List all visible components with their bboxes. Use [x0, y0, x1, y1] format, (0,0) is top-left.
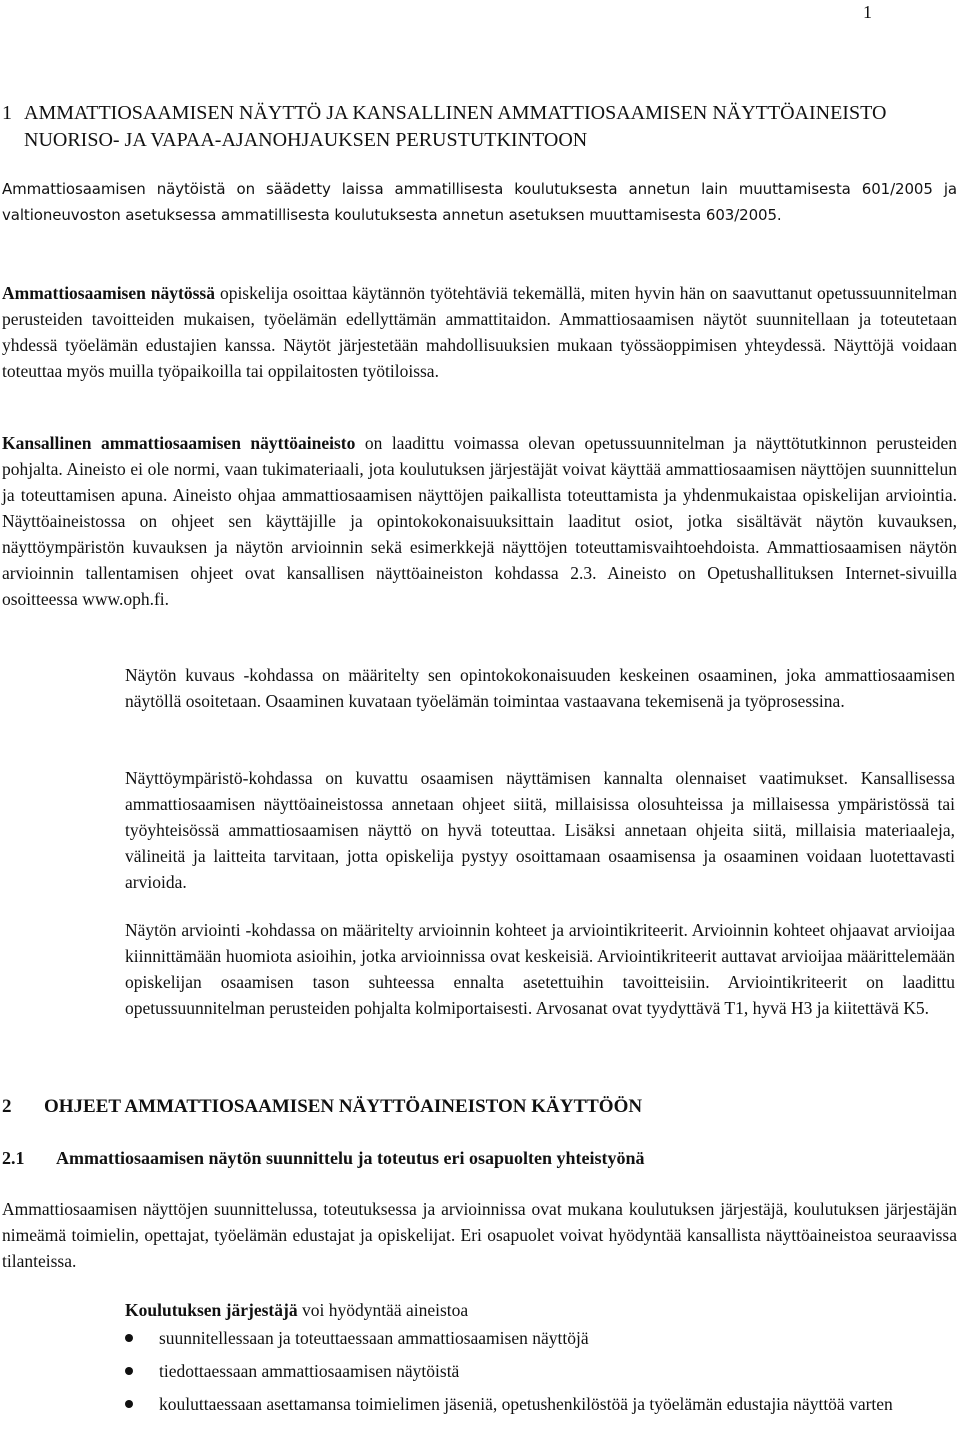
paragraph-national-material [2, 430, 957, 612]
list-item [125, 1391, 955, 1417]
paragraph-national-material-text: on laadittu voimassa olevan opetussuunnitelman ja näyttötutkinnon perusteiden pohjalta. Aineisto ei ole normi, vaan tukimateriaali, jota koulutuksen järjestäjät voivat käyttää ammattiosaamisen näyttöjen suunnittelun ja toteuttamisen apuna. Aineisto ohjaa ammattiosaamisen näyttöjen paikallista toteuttamista ja yhdenmukaistaa opiskelijan arviointia. Näyttöaineistossa on ohjeet sen käyttäjille ja opintokokonaisuuksittain laaditut osiot, jotka sisältävät näytön kuvauksen, näyttöympäristön kuvauksen ja näytön arvioinnin sekä esimerkkejä näyttöjen toteuttamisvaihtoehdoista. Ammattiosaamisen näytön arvioinnin tallentamisen ohjeet ovat kansallisen näyttöaineiston kohdassa 2.3. Aineisto on Opetushallituksen Internet-sivuilla osoitteessa www.oph.fi. [2, 433, 957, 609]
heading-1-text: AMMATTIOSAAMISEN NÄYTTÖ JA KANSALLINEN AMMATTIOSAAMISEN NÄYTTÖAINEISTO NUORISO- JA VAPAA-AJANOHJAUKSEN PERUSTUTKINTOON [24, 102, 887, 151]
page-number: 1 [863, 2, 872, 22]
heading-1-number: 1 [2, 102, 12, 124]
paragraph-demonstration [2, 280, 957, 384]
bullet-icon [125, 1334, 133, 1342]
list-item-text: tiedottaessaan ammattiosaamisen näytöistä [159, 1361, 460, 1381]
bullet-icon [125, 1400, 133, 1408]
paragraph-description: Näytön kuvaus -kohdassa on määritelty sen opintokokonaisuuden keskeinen osaaminen, joka ammattiosaamisen näytöllä osoitetaan. Osaaminen kuvataan työelämän toimintaa vastaavana tekemisenä ja työprosessina. [125, 665, 955, 711]
heading-2-1-text: Ammattiosaamisen näytön suunnittelu ja toteutus eri osapuolten yhteistyönä [56, 1148, 645, 1168]
list-item-text: suunnitellessaan ja toteuttaessaan ammattiosaamisen näyttöjä [159, 1328, 589, 1348]
paragraph-cooperation: Ammattiosaamisen näyttöjen suunnittelussa, toteutuksessa ja arvioinnissa ovat mukana koulutuksen järjestäjä, koulutuksen järjestäjän nimeämä toimielin, opettajat, työelämän edustajat ja opiskelijat. Eri osapuolet voivat hyödyntää kansallista näyttöaineistoa seuraavissa tilanteissa. [2, 1199, 957, 1271]
paragraph-demonstration-term: Ammattiosaamisen näytössä [2, 283, 215, 303]
paragraph-demonstration-text: opiskelija osoittaa käytännön työtehtäviä tekemällä, miten hyvin hän on saavuttanut opetussuunnitelman perusteiden tavoitteiden mukaisen, työelämän edellyttämän ammattitaidon. Ammattiosaamisen näytöt suunnitellaan ja toteutetaan yhdessä työelämän edustajien kanssa. Näytöt järjestetään mahdollisuuksien mukaan työssäoppimisen yhteydessä. Näyttöjä voidaan toteuttaa myös muilla työpaikoilla tai oppilaitosten työtiloissa. [2, 283, 957, 381]
paragraph-organizer-term: Koulutuksen järjestäjä [125, 1300, 298, 1320]
heading-2-1-number: 2.1 [2, 1148, 25, 1168]
heading-2-number: 2 [2, 1096, 12, 1117]
list-item [125, 1358, 955, 1384]
heading-1 [2, 100, 952, 154]
paragraph-legislation: Ammattiosaamisen näytöistä on säädetty laissa ammatillisesta koulutuksesta annetun lain muuttamisesta 601/2005 ja valtioneuvoston asetuksessa ammatillisesta koulutuksesta annetun asetuksen muuttamisesta 603/2005. [2, 180, 957, 224]
paragraph-organizer [125, 1297, 955, 1323]
paragraph-assessment: Näytön arviointi -kohdassa on määritelty arvioinnin kohteet ja arviointikriteerit. Arvioinnin kohteet ohjaavat arvioijaa kiinnittämään huomiota asioihin, jotka arvioinnissa ovat keskeisiä. Arviointikriteerit auttavat arvioijaa määrittelemään opiskelijan osaamisen tason suhteessa ennalta asetettuihin tavoitteisiin. Arviointikriteerit on laadittu opetussuunnitelman perusteiden pohjalta kolmiportaisesti. Arvosanat ovat tyydyttävä T1, hyvä H3 ja kiitettävä K5. [125, 920, 955, 1018]
list-item-text: kouluttaessaan asettamansa toimielimen jäseniä, opetushenkilöstöä ja työelämän edustajia näyttöä varten [159, 1394, 893, 1414]
paragraph-national-material-term: Kansallinen ammattiosaamisen näyttöaineisto [2, 433, 356, 453]
heading-2 [2, 1096, 642, 1118]
list-item [125, 1325, 955, 1351]
paragraph-environment: Näyttöympäristö-kohdassa on kuvattu osaamisen näyttämisen kannalta olennaiset vaatimukset. Kansallisessa ammattiosaamisen näyttöaineistossa annetaan ohjeet siitä, millaisissa olosuhteissa ja millaisessa ympäristössä tai työyhteisössä ammattiosaamisen näyttö on hyvä toteuttaa. Lisäksi annetaan ohjeita siitä, millaisia materiaaleja, välineitä ja laitteita tarvitaan, jotta opiskelija pystyy osoittamaan osaamisensa ja osaaminen voidaan luotettavasti arvioida. [125, 768, 955, 892]
bullet-list [125, 1325, 955, 1424]
bullet-icon [125, 1367, 133, 1375]
paragraph-organizer-text: voi hyödyntää aineistoa [297, 1300, 469, 1320]
heading-2-text: OHJEET AMMATTIOSAAMISEN NÄYTTÖAINEISTON KÄYTTÖÖN [44, 1096, 643, 1117]
heading-2-1 [2, 1148, 645, 1169]
